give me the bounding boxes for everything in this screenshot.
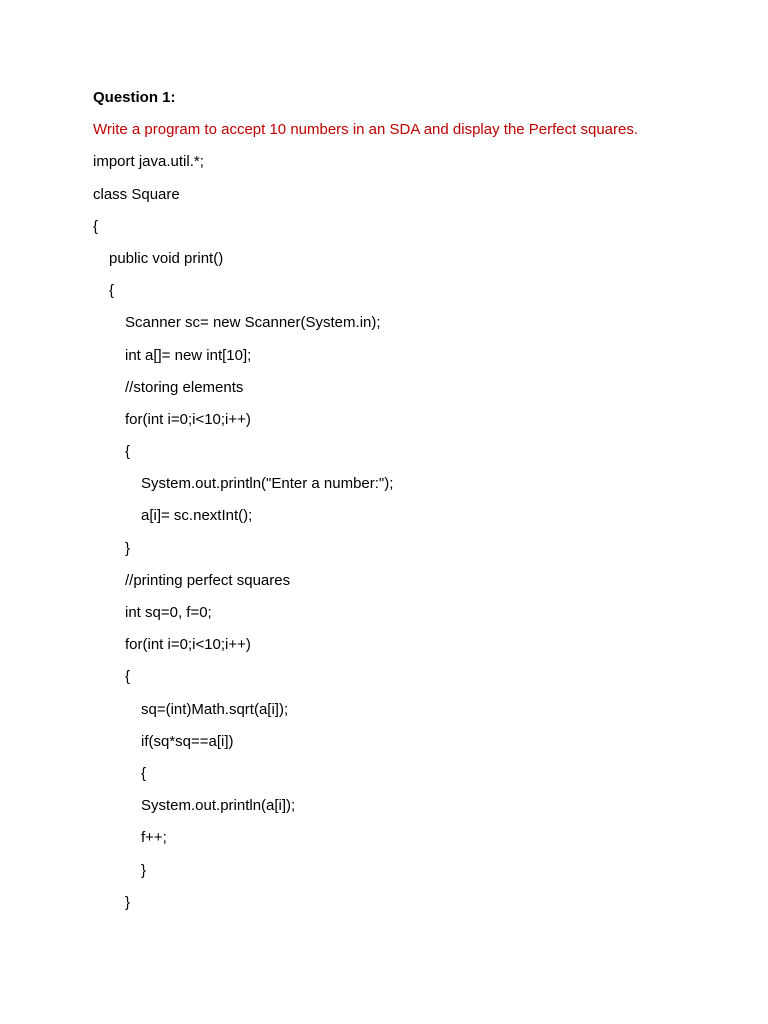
code-line: for(int i=0;i<10;i++) [125, 410, 251, 428]
code-line: { [125, 443, 131, 461]
document-body [93, 87, 733, 924]
code-line: Scanner sc= new Scanner(System.in); [125, 314, 381, 332]
code-block [93, 151, 733, 924]
code-line: System.out.println("Enter a number:"); [141, 475, 394, 493]
code-line: f++; [141, 829, 167, 847]
code-line: public void print() [109, 249, 224, 267]
code-line: { [93, 217, 99, 235]
code-line: { [109, 282, 115, 300]
code-line: sq=(int)Math.sqrt(a[i]); [141, 700, 289, 718]
code-comment: //storing elements [125, 378, 244, 396]
code-line: } [141, 861, 147, 879]
code-line: } [125, 539, 131, 557]
code-line: { [125, 668, 131, 686]
code-line: { [141, 764, 147, 782]
code-line: for(int i=0;i<10;i++) [125, 636, 251, 654]
code-line: int sq=0, f=0; [125, 604, 212, 621]
code-line: a[i]= sc.nextInt(); [141, 507, 253, 525]
code-line: import java.util.*; [93, 153, 204, 171]
code-line: } [125, 893, 131, 911]
code-line: System.out.println(a[i]); [141, 797, 296, 815]
code-line: int a[]= new int[10]; [125, 346, 252, 364]
question-task-text: Write a program to accept 10 numbers in an SDA and display the Perfect squares. [93, 121, 639, 139]
code-line: class Square [93, 185, 180, 203]
code-line: if(sq*sq==a[i]) [141, 732, 234, 750]
code-comment: //printing perfect squares [125, 571, 291, 589]
question-heading: Question 1: [93, 89, 176, 106]
